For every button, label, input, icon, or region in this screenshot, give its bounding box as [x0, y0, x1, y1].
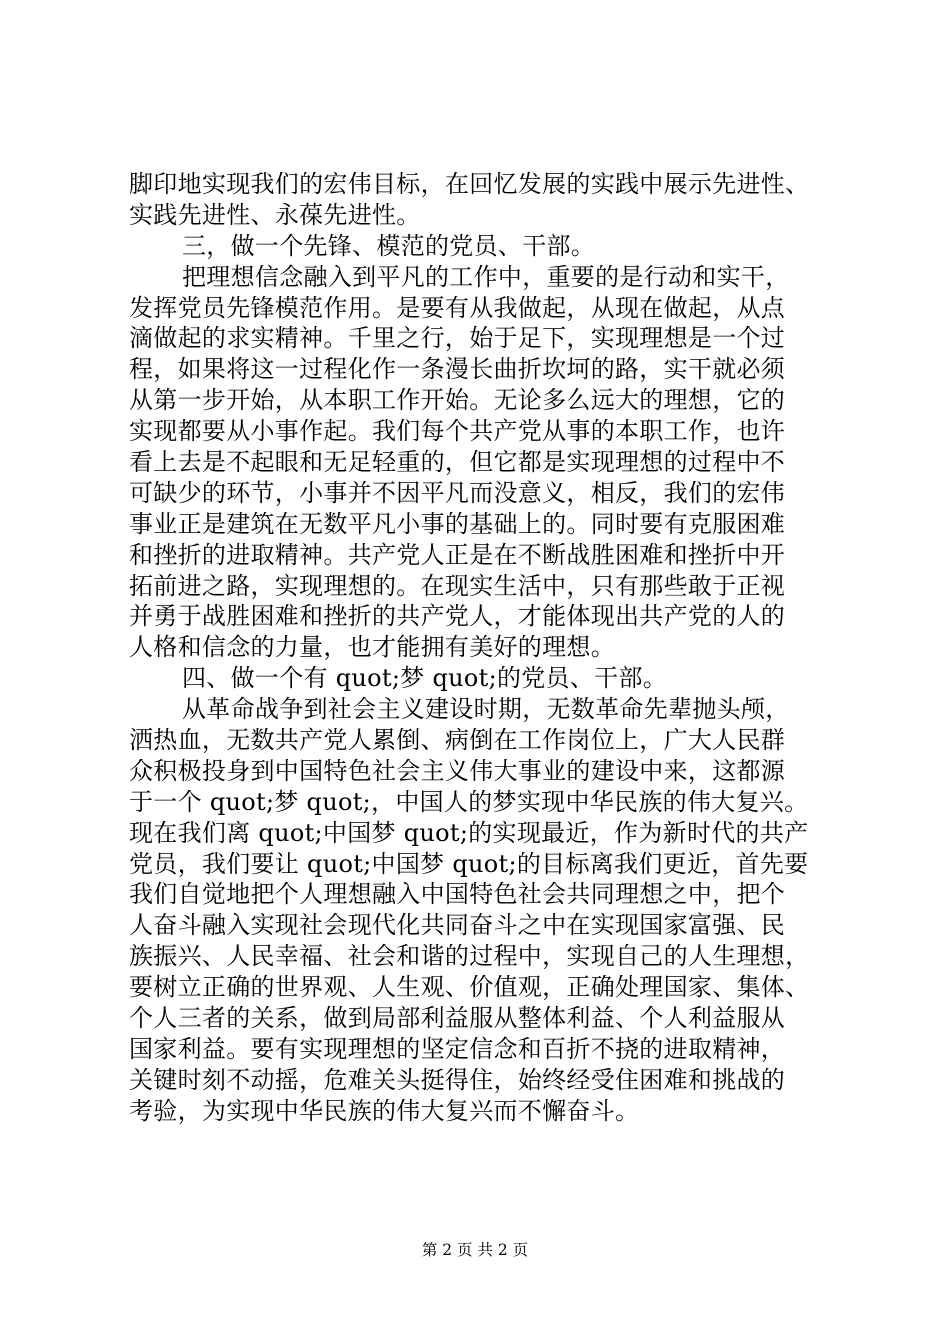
- text-line: 看上去是不起眼和无足轻重的，但它都是实现理想的过程中不: [129, 448, 786, 477]
- text-line: 我们自觉地把个人理想融入中国特色社会共同理想之中，把个: [129, 880, 786, 909]
- text-line: 发挥党员先锋模范作用。是要有从我做起，从现在做起，从点: [129, 293, 786, 322]
- text-line: 和挫折的进取精神。共产党人正是在不断战胜困难和挫折中开: [129, 540, 786, 569]
- text-line: 人奋斗融入实现社会现代化共同奋斗之中在实现国家富强、民: [129, 911, 786, 940]
- text-line: 族振兴、人民幸福、社会和谐的过程中，实现自己的人生理想，: [129, 942, 810, 971]
- text-line: 拓前进之路，实现理想的。在现实生活中，只有那些敢于正视: [129, 571, 786, 600]
- section-heading-four: 四、做一个有 quot;梦 quot;的党员、干部。: [182, 664, 668, 693]
- text-line: 事业正是建筑在无数平凡小事的基础上的。同时要有克服困难: [129, 509, 786, 538]
- text-line: 众积极投身到中国特色社会主义伟大事业的建设中来，这都源: [129, 756, 786, 785]
- text-line: 把理想信念融入到平凡的工作中，重要的是行动和实干，: [182, 262, 790, 291]
- page-footer: [0, 1238, 950, 1260]
- document-body: [129, 169, 849, 1127]
- text-line: 现在我们离 quot;中国梦 quot;的实现最近，作为新时代的共产: [129, 818, 809, 847]
- text-line: 考验，为实现中华民族的伟大复兴而不懈奋斗。: [129, 1096, 640, 1125]
- page-number-label: 第 2 页 共 2 页: [421, 1241, 529, 1259]
- text-line: 洒热血，无数共产党人累倒、病倒在工作岗位上，广大人民群: [129, 726, 786, 755]
- text-line: 实现都要从小事作起。我们每个共产党从事的本职工作，也许: [129, 417, 786, 446]
- text-line: 党员，我们要让 quot;中国梦 quot;的目标离我们更近，首先要: [129, 849, 809, 878]
- text-line: 于一个 quot;梦 quot;，中国人的梦实现中华民族的伟大复兴。: [129, 787, 809, 816]
- text-line: 从第一步开始，从本职工作开始。无论多么远大的理想，它的: [129, 386, 786, 415]
- text-line: 国家利益。要有实现理想的坚定信念和百折不挠的进取精神，: [129, 1034, 786, 1063]
- text-line: 从革命战争到社会主义建设时期，无数革命先辈抛头颅，: [182, 695, 790, 724]
- text-line: 可缺少的环节，小事并不因平凡而没意义，相反，我们的宏伟: [129, 478, 786, 507]
- text-line: 脚印地实现我们的宏伟目标，在回忆发展的实践中展示先进性、: [129, 170, 810, 198]
- text-line: 程，如果将这一过程化作一条漫长曲折坎坷的路，实干就必须: [129, 355, 786, 384]
- text-line: 实践先进性、永葆先进性。: [129, 200, 421, 229]
- text-line: 关键时刻不动摇，危难关头挺得住，始终经受住困难和挑战的: [129, 1065, 786, 1094]
- text-line: 要树立正确的世界观、人生观、价值观，正确处理国家、集体、: [129, 973, 810, 1002]
- section-heading-three: 三，做一个先锋、模范的党员、干部。: [182, 231, 596, 260]
- text-line: 个人三者的关系，做到局部利益服从整体利益、个人利益服从: [129, 1004, 786, 1033]
- text-line: 人格和信念的力量，也才能拥有美好的理想。: [129, 633, 615, 662]
- text-line: 并勇于战胜困难和挫折的共产党人，才能体现出共产党的人的: [129, 602, 786, 631]
- text-line: 滴做起的求实精神。千里之行，始于足下，实现理想是一个过: [129, 324, 786, 353]
